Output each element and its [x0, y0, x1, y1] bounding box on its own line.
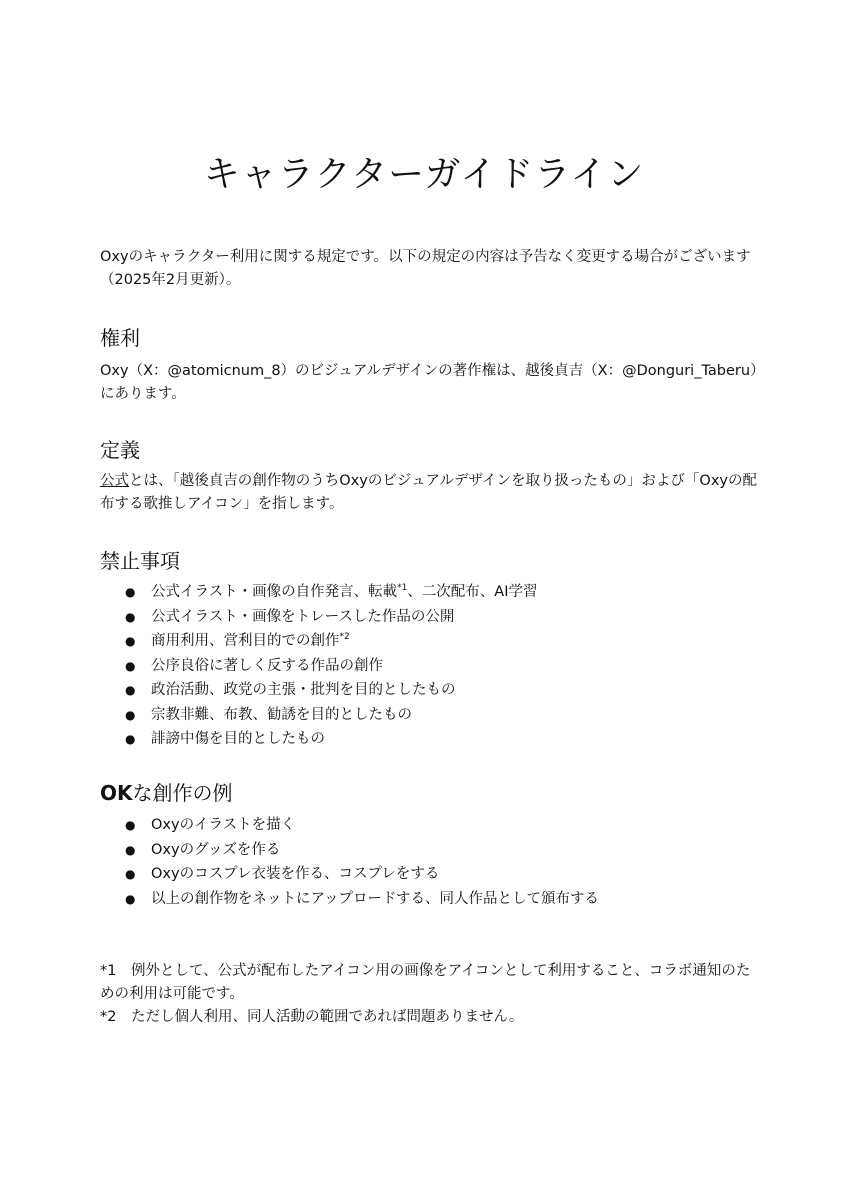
- bullet-icon: ●: [125, 683, 136, 697]
- list-item: ● 公式イラスト・画像の自作発言、転載$^{*1}$、二次配布、AI学習: [100, 580, 760, 605]
- bullet-icon: ●: [125, 891, 136, 906]
- page-title: キャラクターガイドライン: [203, 154, 645, 195]
- list-item: ● 公序良俗に著しく反する作品の創作: [100, 654, 760, 679]
- footnote-ref: *1: [397, 583, 408, 593]
- bullet-icon: ●: [125, 818, 136, 832]
- list-item: ● 公式イラスト・画像をトレースした作品の公開: [100, 605, 760, 630]
- list-item: ● Oxyのコスプレ衣装を作る、コスプレをする: [100, 862, 760, 887]
- definition-text: とは、「越後貞吉の創作物のうちOxyのビジュアルデザインを取り扱ったもの」および「Oxyの配布する歌推しアイコン」を指します。: [100, 473, 758, 512]
- list-item: ● 以上の創作物をネットにアップロードする、同人作品として頒布する: [100, 887, 760, 912]
- bullet-icon: ●: [125, 634, 136, 648]
- bullet-icon: ●: [125, 867, 136, 881]
- rights-heading: 権利: [100, 326, 140, 350]
- prohibited-list: [100, 580, 760, 752]
- footnote-ref: *2: [339, 632, 350, 642]
- footnote-1: *1 例外として、公式が配布したアイコン用の画像をアイコンとして利用すること、コラボ通知のための利用は可能です。: [100, 963, 751, 1002]
- bullet-icon: ●: [125, 609, 136, 624]
- footnote-2: *2 ただし個人利用、同人活動の範囲であれば問題ありません。: [100, 1009, 524, 1025]
- bullet-icon: ●: [125, 585, 136, 599]
- intro-paragraph: Oxyのキャラクター利用に関する規定です。以下の規定の内容は予告なく変更する場合がございます（2025年2月更新）。: [100, 249, 751, 288]
- bullet-icon: ●: [125, 732, 136, 746]
- list-item: ● Oxyのイラストを描く: [100, 813, 760, 838]
- bullet-icon: ●: [125, 707, 136, 722]
- list-item: ● 宗教非難、布教、勧誘を目的としたもの: [100, 703, 760, 728]
- list-item: ● 商用利用、営利目的での創作$^{*2}$: [100, 629, 760, 654]
- definition-heading: 定義: [100, 438, 140, 462]
- definition-paragraph: [100, 470, 760, 516]
- rights-paragraph: Oxy（X：@atomicnum_8）のビジュアルデザインの著作権は、越後貞吉（X：@Donguri_Taberu）にあります。: [100, 363, 758, 402]
- list-item: ● 政治活動、政党の主張・批判を目的としたもの: [100, 678, 760, 703]
- list-item: ● Oxyのグッズを作る: [100, 838, 760, 863]
- ok-list: [100, 813, 760, 911]
- bullet-icon: ●: [125, 842, 136, 857]
- prohibited-heading: 禁止事項: [100, 549, 180, 573]
- definition-term: 公式: [100, 473, 129, 489]
- ok-heading: OKな創作の例: [100, 781, 233, 805]
- bullet-icon: ●: [125, 658, 136, 673]
- list-item: ● 誹謗中傷を目的としたもの: [100, 727, 760, 752]
